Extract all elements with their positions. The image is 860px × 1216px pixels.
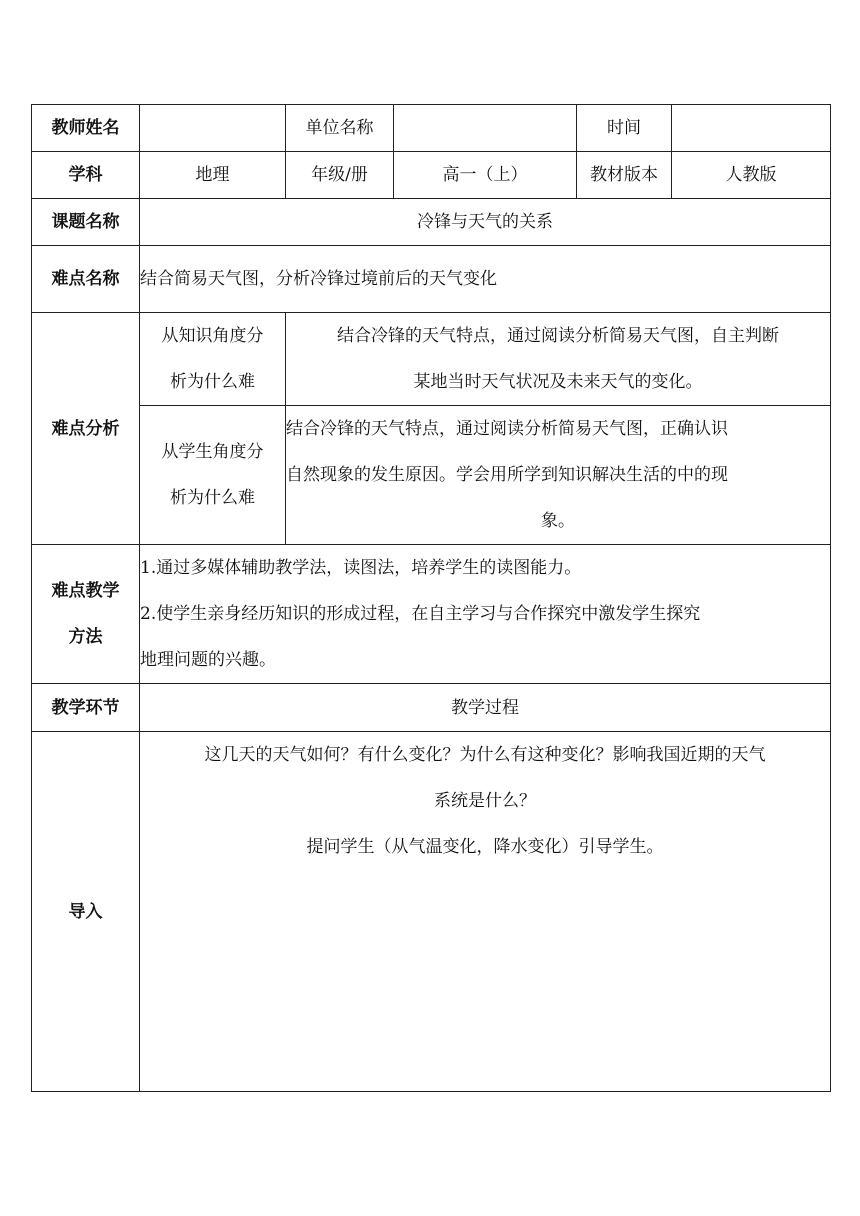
intro-content: [140, 732, 831, 1092]
subject-label: 学科: [32, 152, 140, 199]
knowledge-angle-label-line2: 析为什么难: [170, 372, 255, 392]
intro-line-1: 这几天的天气如何？有什么变化？为什么有这种变化？影响我国近期的天气: [204, 745, 766, 765]
textbook-value: 人教版: [672, 152, 831, 199]
student-angle-label-line2: 析为什么难: [170, 488, 255, 508]
unit-label: 单位名称: [286, 105, 394, 152]
student-angle-text: [286, 406, 831, 545]
knowledge-angle-text-line2: 某地当时天气状况及未来天气的变化。: [413, 372, 703, 392]
subject-row: [32, 152, 831, 199]
grade-value: 高一（上）: [394, 152, 577, 199]
methods-row: [32, 545, 831, 684]
textbook-label: 教材版本: [577, 152, 672, 199]
student-angle-label: [140, 406, 286, 545]
topic-value: 冷锋与天气的关系: [140, 199, 831, 246]
knowledge-angle-label-line1: 从知识角度分: [161, 326, 264, 346]
grade-label: 年级/册: [286, 152, 394, 199]
teacher-name-value[interactable]: [140, 105, 286, 152]
student-angle-label-line1: 从学生角度分: [161, 442, 264, 462]
time-label: 时间: [577, 105, 672, 152]
teacher-info-row: [32, 105, 831, 152]
methods-label: [32, 545, 140, 684]
time-value[interactable]: [672, 105, 831, 152]
topic-row: [32, 199, 831, 246]
lesson-plan-table: [31, 104, 831, 1092]
analysis-student-row: [32, 406, 831, 545]
methods-item-1: 1.通过多媒体辅助教学法，读图法，培养学生的读图能力。: [140, 558, 582, 578]
difficulty-label: 难点名称: [32, 246, 140, 313]
student-angle-text-line1: 结合冷锋的天气特点，通过阅读分析简易天气图，正确认识: [286, 419, 728, 439]
process-header: 教学过程: [140, 684, 831, 732]
methods-label-line1: 难点教学: [51, 581, 120, 601]
intro-label: 导入: [32, 732, 140, 1092]
difficulty-value: 结合简易天气图，分析冷锋过境前后的天气变化: [140, 246, 831, 313]
knowledge-angle-text: [286, 313, 831, 406]
analysis-label: 难点分析: [32, 313, 140, 545]
process-header-row: [32, 684, 831, 732]
analysis-knowledge-row: [32, 313, 831, 406]
methods-text: [140, 545, 831, 684]
topic-label: 课题名称: [32, 199, 140, 246]
student-angle-text-line3: 象。: [541, 511, 575, 531]
methods-item-2-line1: 2.使学生亲身经历知识的形成过程，在自主学习与合作探究中激发学生探究: [140, 604, 701, 624]
intro-line-3: 提问学生（从气温变化，降水变化）引导学生。: [306, 837, 664, 857]
intro-row: [32, 732, 831, 1092]
methods-label-line2: 方法: [68, 627, 103, 647]
student-angle-text-line2: 自然现象的发生原因。学会用所学到知识解决生活的中的现: [286, 465, 728, 485]
knowledge-angle-label: [140, 313, 286, 406]
teacher-name-label: 教师姓名: [32, 105, 140, 152]
subject-value: 地理: [140, 152, 286, 199]
unit-value[interactable]: [394, 105, 577, 152]
intro-line-2: 系统是什么？: [434, 791, 536, 811]
knowledge-angle-text-line1: 结合冷锋的天气特点，通过阅读分析简易天气图，自主判断: [337, 326, 779, 346]
stage-header: 教学环节: [32, 684, 140, 732]
difficulty-row: [32, 246, 831, 313]
methods-item-2-line2: 地理问题的兴趣。: [140, 650, 276, 670]
